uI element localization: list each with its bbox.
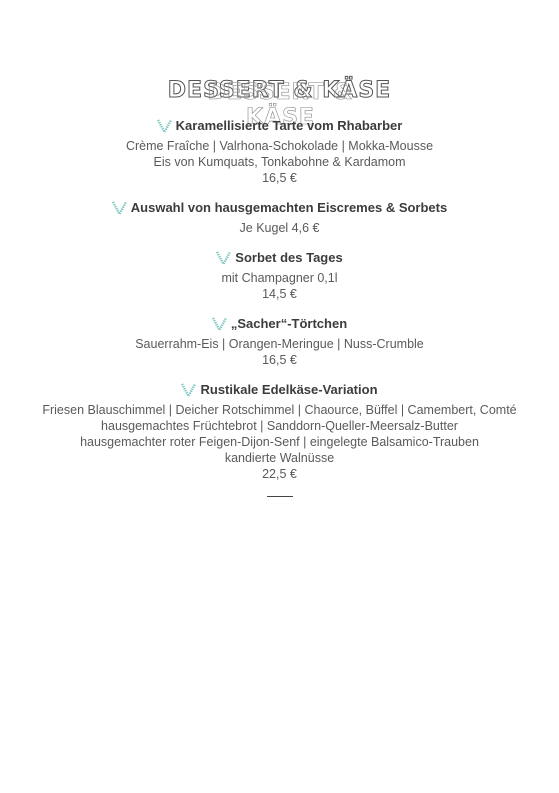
item-name: Karamellisierte Tarte vom Rhabarber (175, 118, 403, 133)
menu-item (0, 382, 559, 482)
item-name: Sorbet des Tages (235, 250, 343, 265)
item-description: Friesen Blauschimmel | Deicher Rotschimmel | Chaource, Büffel | Camembert, Comté (42, 403, 517, 417)
item-description: Crème Fraîche | Valrhona-Schokolade | Mokka-Mousse (125, 139, 434, 153)
item-name: „Sacher“-Törtchen (230, 316, 348, 331)
vegetarian-icon (181, 383, 196, 397)
item-description: hausgemachtes Früchtebrot | Sanddorn-Queller-Meersalz-Butter (101, 419, 458, 433)
menu-item (0, 250, 559, 302)
item-name: Auswahl von hausgemachten Eiscremes & Sorbets (130, 200, 448, 215)
divider (267, 496, 293, 497)
vegetarian-icon (216, 251, 231, 265)
item-price: 14,5 € (262, 287, 297, 301)
menu-item (0, 200, 559, 236)
vegetarian-icon (212, 317, 227, 331)
item-description: mit Champagner 0,1l (221, 271, 338, 285)
item-description: Sauerrahm-Eis | Orangen-Meringue | Nuss-Crumble (135, 337, 424, 351)
item-price: 22,5 € (262, 467, 297, 481)
menu-title-text: DESSERT & KÄSE DESSERT & KÄSE (168, 78, 391, 103)
vegetarian-icon (157, 119, 172, 133)
item-name: Rustikale Edelkäse-Variation (200, 382, 378, 397)
item-description: kandierte Walnüsse (224, 451, 335, 465)
menu-item (0, 316, 559, 368)
item-price: 16,5 € (262, 171, 297, 185)
item-price: 16,5 € (262, 353, 297, 367)
item-description: hausgemachter roter Feigen-Dijon-Senf | eingelegte Balsamico-Trauben (80, 435, 479, 449)
vegetarian-icon (112, 201, 127, 215)
menu-list (0, 118, 559, 496)
menu-title (0, 78, 559, 103)
item-description: Je Kugel 4,6 € (239, 221, 320, 235)
menu-item (0, 118, 559, 186)
item-description: Eis von Kumquats, Tonkabohne & Kardamom (153, 155, 406, 169)
